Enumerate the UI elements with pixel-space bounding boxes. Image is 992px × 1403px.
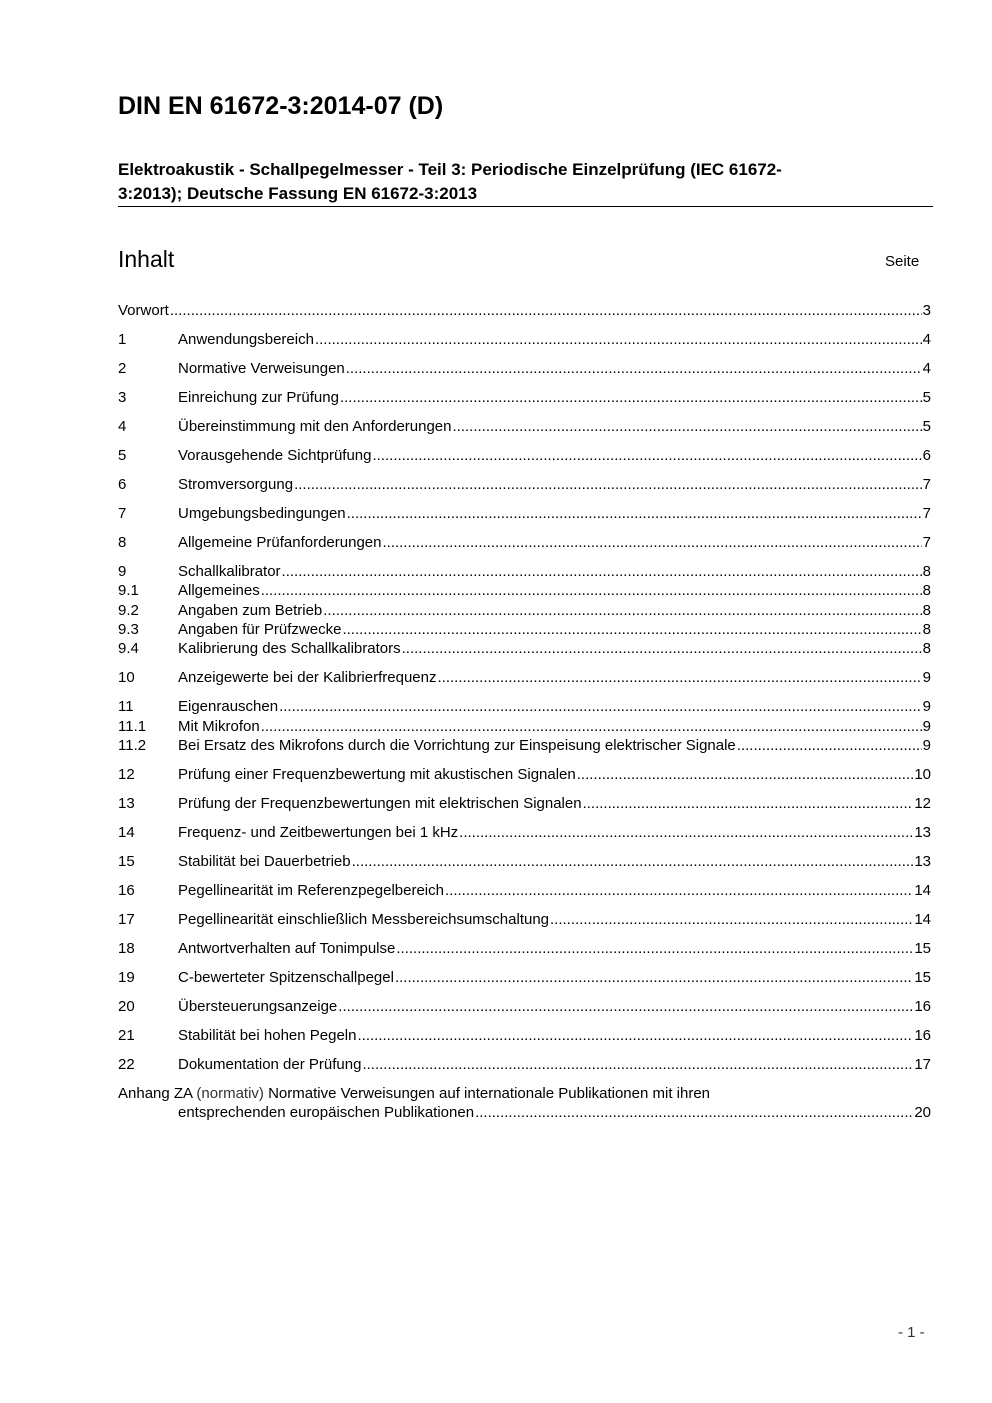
toc-entry-label: Angaben für Prüfzwecke bbox=[178, 621, 342, 639]
toc-entry-label: Allgemeine Prüfanforderungen bbox=[178, 533, 382, 551]
annex-type: (normativ) bbox=[196, 1084, 264, 1102]
toc-entry[interactable] bbox=[118, 852, 931, 871]
toc-entry-page-number: 9 bbox=[922, 737, 931, 755]
dot-leader bbox=[352, 852, 914, 871]
toc-entry-number: 16 bbox=[118, 882, 135, 900]
toc-entry-label: Übersteuerungsanzeige bbox=[178, 998, 338, 1016]
toc-entry-label: C-bewerteter Spitzenschallpegel bbox=[178, 969, 394, 987]
toc-entry-page-number: 15 bbox=[914, 940, 931, 958]
toc-entry-number: 17 bbox=[118, 911, 135, 929]
dot-leader bbox=[437, 668, 921, 687]
dot-leader bbox=[261, 717, 922, 736]
toc-entry-number: 8 bbox=[118, 533, 127, 551]
toc-entry-page-number: 8 bbox=[922, 582, 931, 600]
toc-entry-label: Vorwort bbox=[118, 302, 169, 319]
toc-entry-label: Prüfung der Frequenzbewertungen mit elektrischen Signalen bbox=[178, 795, 582, 813]
toc-entry[interactable] bbox=[118, 446, 931, 465]
toc-entry-page-number: 14 bbox=[914, 911, 931, 929]
toc-entry-number: 12 bbox=[118, 766, 135, 784]
dot-leader bbox=[282, 562, 922, 581]
dot-leader bbox=[459, 823, 913, 842]
toc-entry-page-number: 9 bbox=[922, 669, 931, 687]
toc-entry-page-number: 5 bbox=[922, 388, 931, 406]
toc-entry-number: 9 bbox=[118, 562, 127, 580]
toc-entry-number: 9.1 bbox=[118, 582, 139, 600]
dot-leader bbox=[170, 301, 922, 320]
toc-entry[interactable] bbox=[118, 562, 931, 581]
toc-entry[interactable] bbox=[118, 765, 931, 784]
toc-entry[interactable] bbox=[118, 881, 931, 900]
dot-leader bbox=[453, 417, 922, 436]
dot-leader bbox=[323, 601, 921, 620]
toc-entry-number: 9.2 bbox=[118, 601, 139, 619]
toc-page-column-header: Seite bbox=[885, 253, 920, 270]
toc-entry-page-number: 8 bbox=[922, 640, 931, 658]
toc-entry-page-number: 15 bbox=[914, 969, 931, 987]
dot-leader bbox=[577, 765, 914, 784]
toc-entry[interactable] bbox=[118, 639, 931, 658]
document-title-line-2: 3:2013); Deutsche Fassung EN 61672-3:2013 bbox=[118, 184, 478, 203]
dot-leader bbox=[261, 581, 922, 600]
toc-entry-number: 3 bbox=[118, 388, 127, 406]
toc-entry-number: 13 bbox=[118, 795, 135, 813]
toc-entry-number: 9.4 bbox=[118, 640, 139, 658]
toc-entry[interactable] bbox=[118, 717, 931, 736]
toc-entry-number: 2 bbox=[118, 359, 127, 377]
toc-entry-label: Stabilität bei hohen Pegeln bbox=[178, 1027, 357, 1045]
dot-leader bbox=[362, 1055, 913, 1074]
dot-leader bbox=[294, 475, 922, 494]
dot-leader bbox=[396, 939, 913, 958]
dot-leader bbox=[372, 446, 921, 465]
toc-entry-number: 5 bbox=[118, 446, 127, 464]
toc-entry[interactable] bbox=[118, 359, 931, 378]
table-of-contents bbox=[118, 301, 931, 1123]
toc-entry-number: 4 bbox=[118, 417, 127, 435]
toc-entry-number: 14 bbox=[118, 824, 135, 842]
toc-entry-page-number: 9 bbox=[922, 698, 931, 716]
toc-entry-number: 20 bbox=[118, 998, 135, 1016]
toc-entry-number: 11 bbox=[118, 698, 134, 716]
toc-entry[interactable] bbox=[118, 301, 931, 320]
toc-entry-annex-za[interactable] bbox=[118, 1084, 931, 1123]
annex-page-number: 20 bbox=[914, 1104, 931, 1122]
toc-entry-page-number: 8 bbox=[922, 621, 931, 639]
toc-entry[interactable] bbox=[118, 601, 931, 620]
toc-entry[interactable] bbox=[118, 388, 931, 407]
toc-entry-page-number: 17 bbox=[914, 1056, 931, 1073]
toc-entry[interactable] bbox=[118, 668, 931, 687]
toc-entry-label: Stabilität bei Dauerbetrieb bbox=[178, 853, 351, 871]
page-number: - 1 - bbox=[898, 1324, 925, 1341]
toc-entry[interactable] bbox=[118, 620, 931, 639]
toc-entry[interactable] bbox=[118, 533, 931, 552]
toc-entry-label: Einreichung zur Prüfung bbox=[178, 388, 339, 406]
toc-entry-number: 11.1 bbox=[118, 717, 147, 735]
annex-label-line-1: Normative Verweisungen auf internationale Publikationen mit ihren bbox=[268, 1084, 711, 1102]
toc-heading: Inhalt bbox=[118, 246, 175, 272]
dot-leader bbox=[550, 910, 913, 929]
toc-entry-number: 11.2 bbox=[118, 737, 147, 755]
toc-entry-number: 7 bbox=[118, 504, 127, 522]
toc-entry-label: Schallkalibrator bbox=[178, 562, 281, 580]
toc-entry-page-number: 16 bbox=[914, 998, 931, 1016]
toc-entry-number: 22 bbox=[118, 1056, 135, 1073]
toc-entry-page-number: 16 bbox=[914, 1027, 931, 1045]
toc-entry[interactable] bbox=[118, 475, 931, 494]
toc-entry[interactable] bbox=[118, 697, 931, 716]
toc-entry-label: Übereinstimmung mit den Anforderungen bbox=[178, 417, 452, 435]
title-divider bbox=[118, 206, 933, 207]
toc-entry-page-number: 3 bbox=[922, 302, 931, 319]
dot-leader bbox=[475, 1103, 913, 1122]
toc-entry-page-number: 8 bbox=[922, 562, 931, 580]
document-title-line-1: Elektroakustik - Schallpegelmesser - Teil 3: Periodische Einzelprüfung (IEC 61672- bbox=[118, 160, 782, 179]
dot-leader bbox=[357, 1026, 913, 1045]
toc-entry-number: 1 bbox=[118, 330, 127, 348]
toc-entries bbox=[118, 301, 931, 1074]
toc-entry[interactable] bbox=[118, 330, 931, 349]
toc-entry-label: Anwendungsbereich bbox=[178, 330, 314, 348]
toc-entry-number: 18 bbox=[118, 940, 135, 958]
toc-entry-label: Kalibrierung des Schallkalibrators bbox=[178, 640, 401, 658]
toc-entry-page-number: 7 bbox=[922, 504, 931, 522]
toc-entry-number: 9.3 bbox=[118, 621, 139, 639]
toc-entry-page-number: 4 bbox=[922, 330, 931, 348]
dot-leader bbox=[445, 881, 913, 900]
toc-entry[interactable] bbox=[118, 417, 931, 436]
toc-entry-page-number: 14 bbox=[914, 882, 931, 900]
toc-entry[interactable] bbox=[118, 504, 931, 523]
dot-leader bbox=[402, 639, 922, 658]
toc-entry-label: Stromversorgung bbox=[178, 475, 294, 493]
dot-leader bbox=[382, 533, 921, 552]
toc-entry-label: Bei Ersatz des Mikrofons durch die Vorrichtung zur Einspeisung elektrischer Signale bbox=[178, 737, 736, 755]
toc-entry-number: 19 bbox=[118, 969, 135, 987]
toc-entry-page-number: 13 bbox=[914, 824, 931, 842]
dot-leader bbox=[583, 794, 914, 813]
toc-entry-page-number: 13 bbox=[914, 853, 931, 871]
toc-entry[interactable] bbox=[118, 910, 931, 929]
toc-entry[interactable] bbox=[118, 823, 931, 842]
dot-leader bbox=[340, 388, 922, 407]
toc-entry-label: Pegellinearität einschließlich Messbereichsumschaltung bbox=[178, 911, 550, 929]
toc-entry-label: Umgebungsbedingungen bbox=[178, 504, 346, 522]
toc-entry-label: Vorausgehende Sichtprüfung bbox=[178, 446, 372, 464]
toc-entry[interactable] bbox=[118, 1055, 931, 1074]
toc-entry-page-number: 8 bbox=[922, 601, 931, 619]
toc-entry-page-number: 12 bbox=[914, 795, 931, 813]
toc-entry-page-number: 9 bbox=[922, 717, 931, 735]
toc-entry[interactable] bbox=[118, 581, 931, 600]
dot-leader bbox=[737, 736, 922, 755]
toc-entry-page-number: 10 bbox=[914, 766, 931, 784]
toc-entry-label: Pegellinearität im Referenzpegelbereich bbox=[178, 882, 444, 900]
dot-leader bbox=[347, 504, 922, 523]
toc-entry-number: 6 bbox=[118, 475, 127, 493]
document-id: DIN EN 61672-3:2014-07 (D) bbox=[118, 92, 444, 120]
annex-prefix: Anhang ZA bbox=[118, 1084, 193, 1102]
toc-entry-label: Normative Verweisungen bbox=[178, 359, 345, 377]
toc-entry-label: Frequenz- und Zeitbewertungen bei 1 kHz bbox=[178, 824, 459, 842]
toc-entry[interactable] bbox=[118, 794, 931, 813]
toc-entry-label: Dokumentation der Prüfung bbox=[178, 1056, 362, 1073]
document-title bbox=[118, 158, 918, 206]
toc-entry-label: Allgemeines bbox=[178, 582, 260, 600]
toc-entry-label: Anzeigewerte bei der Kalibrierfrequenz bbox=[178, 669, 437, 687]
toc-entry-label: Mit Mikrofon bbox=[178, 717, 260, 735]
dot-leader bbox=[346, 359, 922, 378]
toc-entry-label: Eigenrauschen bbox=[178, 698, 279, 716]
toc-entry-number: 10 bbox=[118, 669, 135, 687]
toc-entry-page-number: 4 bbox=[922, 359, 931, 377]
toc-entry-page-number: 7 bbox=[922, 475, 931, 493]
toc-entry-page-number: 6 bbox=[922, 446, 931, 464]
dot-leader bbox=[338, 997, 913, 1016]
toc-entry-label: Antwortverhalten auf Tonimpulse bbox=[178, 940, 396, 958]
dot-leader bbox=[315, 330, 922, 349]
toc-entry[interactable] bbox=[118, 939, 931, 958]
toc-entry-label: Angaben zum Betrieb bbox=[178, 601, 323, 619]
toc-entry-page-number: 5 bbox=[922, 417, 931, 435]
toc-entry-page-number: 7 bbox=[922, 533, 931, 551]
toc-entry[interactable] bbox=[118, 997, 931, 1016]
toc-entry[interactable] bbox=[118, 736, 931, 755]
toc-entry[interactable] bbox=[118, 1026, 931, 1045]
toc-entry-number: 15 bbox=[118, 853, 135, 871]
dot-leader bbox=[279, 697, 922, 716]
toc-entry-number: 21 bbox=[118, 1027, 135, 1045]
toc-entry-label: Prüfung einer Frequenzbewertung mit akustischen Signalen bbox=[178, 766, 576, 784]
dot-leader bbox=[342, 620, 921, 639]
annex-label-line-2: entsprechenden europäischen Publikationen bbox=[178, 1104, 475, 1122]
dot-leader bbox=[395, 968, 913, 987]
toc-entry[interactable] bbox=[118, 968, 931, 987]
